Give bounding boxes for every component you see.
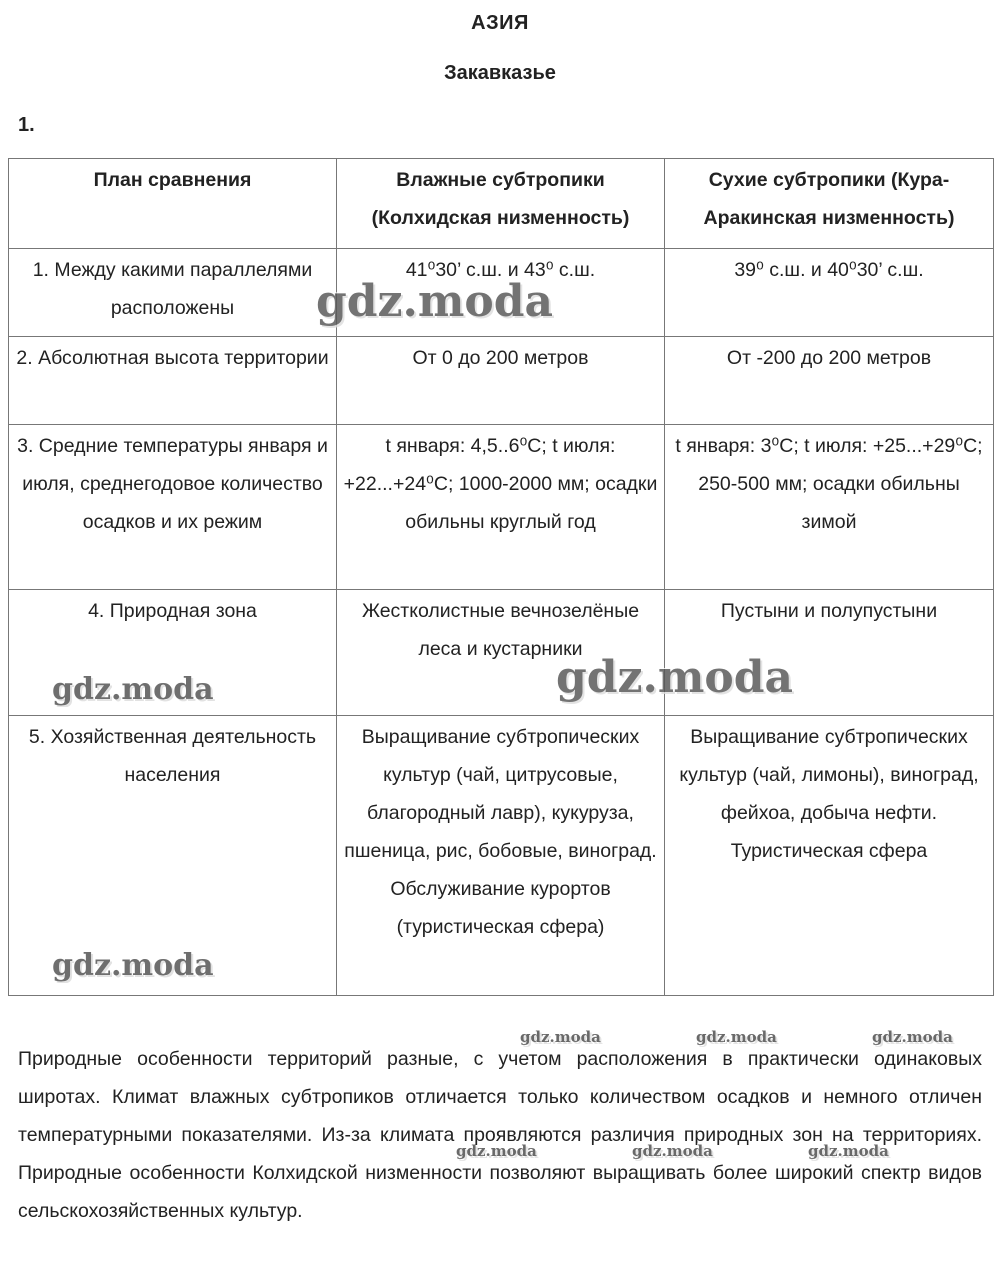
dry-subtropics-cell: Пустыни и полупустыни [665,590,994,716]
dry-subtropics-cell: 39⁰ с.ш. и 40⁰30’ с.ш. [665,249,994,337]
column-header: Влажные субтропики (Колхидская низменность) [337,159,665,249]
conclusion-paragraph: Природные особенности территорий разные, с учетом расположения в практически одинаковых широтах. Климат влажных субтропиков отличается только количеством осадков и немного отличен температурными показателями. Из-за климата проявляются различия природных зон на территориях. Природные особенности Колхидской низменности позволяют выращивать более широкий спектр видов сельскохозяйственных культур. [18,1048,982,1222]
dry-subtropics-cell: Выращивание субтропических культур (чай, лимоны), виноград, фейхоа, добыча нефти. Туристическая сфера [665,716,994,996]
page-subtitle: Закавказье [444,62,556,84]
criterion-cell: 5. Хозяйственная деятельность населения [9,716,337,996]
criterion-cell: 1. Между какими параллелями расположены [9,249,337,337]
page-title: АЗИЯ [471,12,529,34]
table-row [9,425,994,590]
watermark: gdz.moda [872,1028,953,1046]
watermark: gdz.moda [808,1142,889,1160]
dry-subtropics-cell: От -200 до 200 метров [665,337,994,425]
table-header-row [9,159,994,249]
watermark: gdz.moda [52,948,214,983]
watermark: gdz.moda [632,1142,713,1160]
column-header: Сухие субтропики (Кура-Аракинская низменность) [665,159,994,249]
comparison-table [8,158,994,996]
watermark: gdz.moda [556,652,794,703]
watermark: gdz.moda [52,672,214,707]
watermark: gdz.moda [520,1028,601,1046]
criterion-cell: 4. Природная зона [9,590,337,716]
wet-subtropics-cell: Жестколистные вечнозелёные леса и кустарники [337,590,665,716]
watermark: gdz.moda [456,1142,537,1160]
table-row [9,716,994,996]
wet-subtropics-cell: Выращивание субтропических культур (чай, цитрусовые, благородный лавр), кукуруза, пшеница, рис, бобовые, виноград. Обслуживание курортов (туристическая сфера) [337,716,665,996]
wet-subtropics-cell: 41⁰30’ с.ш. и 43⁰ с.ш. [337,249,665,337]
task-number: 1. [18,114,35,136]
criterion-cell: 2. Абсолютная высота территории [9,337,337,425]
table-row [9,590,994,716]
watermark: gdz.moda [316,276,554,327]
column-header: План сравнения [9,159,337,249]
criterion-cell: 3. Средние температуры января и июля, среднегодовое количество осадков и их режим [9,425,337,590]
dry-subtropics-cell: t января: 3⁰С; t июля: +25...+29⁰С; 250-500 мм; осадки обильны зимой [665,425,994,590]
watermark: gdz.moda [696,1028,777,1046]
wet-subtropics-cell: t января: 4,5..6⁰С; t июля: +22...+24⁰С; 1000-2000 мм; осадки обильны круглый год [337,425,665,590]
wet-subtropics-cell: От 0 до 200 метров [337,337,665,425]
table-row [9,249,994,337]
table-row [9,337,994,425]
